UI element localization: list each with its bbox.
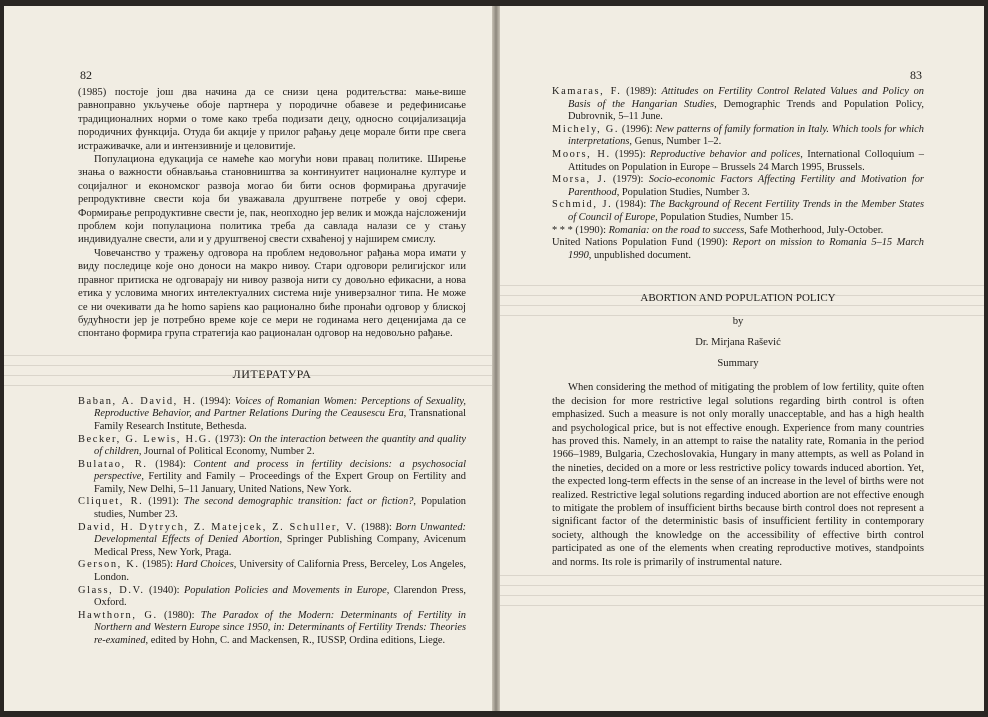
reference-item: David, H. Dytrych, Z. Matejcek, Z. Schuller, V. (1988): Born Unwanted: Developmental Effects of Denied Abortion, Springer Publishing Company, Avicenum Medical Press, New York, Praga. xyxy=(78,521,466,558)
references-heading: ЛИТЕРАТУРА xyxy=(232,366,312,381)
right-page xyxy=(500,6,984,711)
reference-item: Baban, A. David, H. (1994): Voices of Romanian Women: Perceptions of Sexuality, Reproductive Behavior, and Partner Relations During the Ceausescu Era, Transnational Family Research Institute, Bethesda. xyxy=(78,395,466,432)
right-body xyxy=(552,86,924,569)
reference-item: Hawthorn, G. (1980): The Paradox of the Modern: Determinants of Fertility in Northern and Western Europe since 1950, in: Determinants of Fertility Trends: Theories re-examined, edited by Hohn, C. and Mackensen, R., IUSSP, Ordina editions, Liege. xyxy=(78,609,466,646)
reference-item: Kamaras, F. (1989): Attitudes on Fertility Control Related Values and Policy on Basis of the Hangarian Studies, Demographic Trends and Population Policy, Dubrovnik, 5–11 June. xyxy=(552,86,924,123)
abstract-author: Dr. Mirjana Rašević xyxy=(695,337,781,349)
paragraph-3: Човечанство у тражењу одговора на проблем недовољног рађања мора имати у виду последице које оно доноси на макро нивоу. Стари одговори религијског или правног притиска не одговарају ни нивоу развоја нити су довољно ефикасни, а нова етика у условима многих интелектуалних система није универзалног типа. Не може се ни очекивати да ће homo sapiens као рационално биће пронаћи одговор у блиској будућности јер је потребно време које се мери не годинама него деценијама да се спонтано формира група стратегија као рационалан одговор на недовољно рађање. xyxy=(78,247,466,340)
reference-item: Michely, G. (1996): New patterns of family formation in Italy. Which tools for which interpretations, Genus, Number 1–2. xyxy=(552,123,924,148)
reference-item: Moors, H. (1995): Reproductive behavior and polices, International Colloquium – Attitudes on Population in Europe – Brussels 24 March 1995, Brussels. xyxy=(552,148,924,173)
page-number-right: 83 xyxy=(910,68,922,82)
summary-label: Summary xyxy=(717,358,759,370)
reference-list-right xyxy=(552,86,924,262)
abstract-by: by xyxy=(732,316,744,328)
page-number-left: 82 xyxy=(80,68,92,82)
paragraph-2: Популациона едукација се намеће као могући нови правац политике. Ширење знања о важности обнављања становништва за континуитет националне културе и социјалног и економског развоја могао би бити основ формирања другачије репродуктивне свести која би уважавала друштвене потребе у овој сфери. Формирање репродуктивне свести је, пак, неопходно јер велик и можда најсложенији проблем који популациона политика треба да савлада налази се у стању индивидуалне свести, али и у друштвеној свести схваћеној у најширем смислу. xyxy=(78,154,466,246)
bleed-through-texture xyxy=(500,566,984,606)
book-gutter xyxy=(492,6,500,711)
summary-text: When considering the method of mitigating the problem of low fertility, quite often the decision for more restrictive legal solutions regarding birth control is often emphasized. Such a measure is not only morally unacceptable, and has a high health and psychological price, but is not effective enough. Experience from many countries has proved this. Namely, in an attempt to raise the natality rate, Romania in the period 1966–1989, Bulgaria, Czechoslovakia, Hungary in many attempts, as well as Poland in the nineties, decided on a more or less restrictive policy towards induced abortion. Yet, the expected long-term effects in the sense of an increase in the level of births were not realized. Restrictive legal solutions regarding induced abortion are not effective enough to mitigate the problem of insufficient births because birth control does not represent a significant factor of the deterministic basis of insufficient fertility in contemporary society, although the knowledge on the accessibility of effective birth control participated as one of the elements when creating reproductive motives, standpoints and norms. Its role is primarily of instrumental nature. xyxy=(552,382,924,568)
reference-item: Gerson, K. (1985): Hard Choices, University of California Press, Berceley, Los Angeles, London. xyxy=(78,559,466,584)
left-body xyxy=(78,86,466,648)
reference-item: Glass, D.V. (1940): Population Policies and Movements in Europe, Clarendon Press, Oxford. xyxy=(78,584,466,609)
reference-item: Bulatao, R. (1984): Content and process in fertility decisions: a psychosocial perspective, Fertility and Family – Proceedings of the Expert Group on Fertility and Family, New Delhi, 5–11 January, United Nations, New York. xyxy=(78,458,466,495)
paragraph-1: (1985) постоје још два начина да се снизи цена родитељства: мање-више равноправно укључење обоје партнера у породичне обавезе и редефинисање традиционалних норми о томе како треба подизати децу, односно социјализација породичних функција. Отуда би акције у прилог рађању деце морале бити пре свега истраживачке, али и интензивније и целовитије. xyxy=(78,87,466,152)
reference-item: Schmid, J. (1984): The Background of Recent Fertility Trends in the Member States of Council of Europe, Population Studies, Number 15. xyxy=(552,199,925,223)
reference-item: United Nations Population Fund (1990): Report on mission to Romania 5–15 March 1990, unpublished document. xyxy=(552,237,924,261)
reference-item: * * * (1990): Romania: on the road to success, Safe Motherhood, July-October. xyxy=(552,224,884,236)
abstract-title: ABORTION AND POPULATION POLICY xyxy=(640,292,836,305)
reference-item: Cliquet, R. (1991): The second demographic transition: fact or fiction?, Population studies, Number 23. xyxy=(78,496,466,521)
left-page xyxy=(4,6,492,711)
reference-list-left xyxy=(78,396,466,648)
reference-item: Becker, G. Lewis, H.G. (1973): On the interaction between the quantity and quality of children, Journal of Political Economy, Number 2. xyxy=(78,433,466,458)
reference-item: Morsa, J. (1979): Socio-economic Factors Affecting Fertility and Motivation for Parenthood, Population Studies, Number 3. xyxy=(552,174,924,198)
